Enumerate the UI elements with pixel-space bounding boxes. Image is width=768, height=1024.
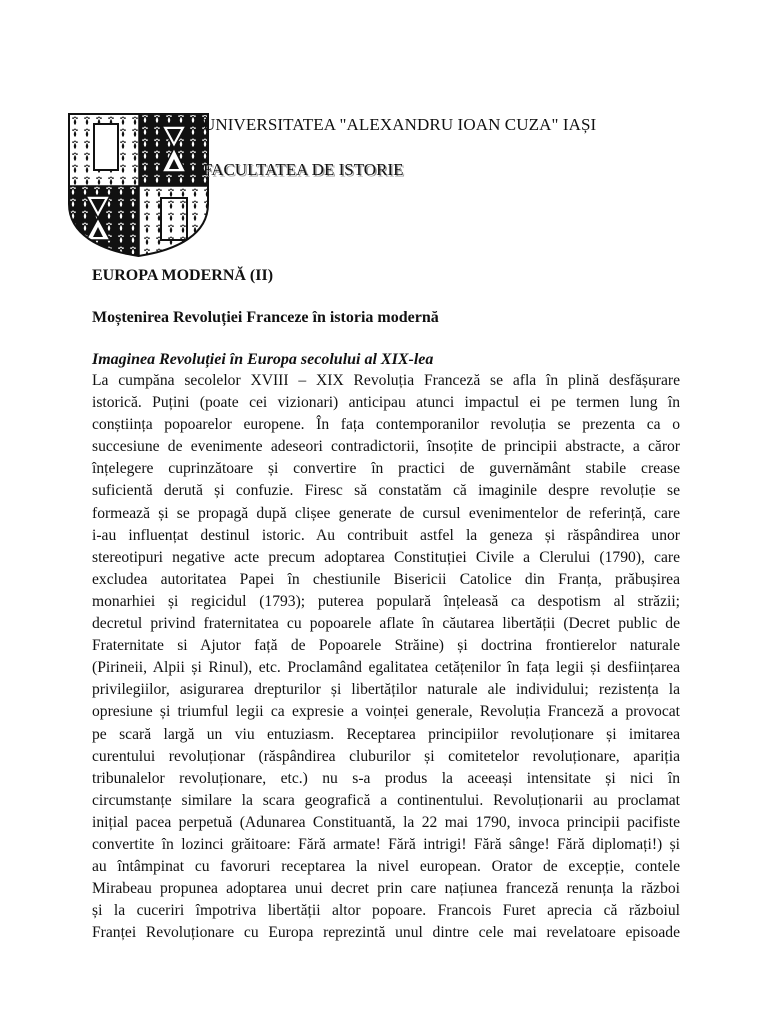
paragraph-line: succesiune de evenimente adeseori contradictorii, însoțite de principii abstracte, a căror (92, 438, 680, 456)
paragraph-line: inițial pacea perpetuă (Adunarea Constituantă, la 22 mai 1790, invoca principii pacifiste (92, 813, 680, 831)
paragraph-line: suficientă derută și confuzie. Firesc să constatăm că imaginile despre revoluție se (92, 482, 680, 500)
paragraph-line: și la cuceriri împotriva libertății altor popoare. Francois Furet aprecia că războiul (92, 902, 680, 920)
course-title: EUROPA MODERNĂ (II) (92, 267, 274, 284)
paragraph-line: i-au influențat destinul istoric. Au contribuit astfel la geneza și răspândirea unor (92, 526, 680, 544)
paragraph-line: tribunalelor revoluționare, etc.) nu s-a produs la aceeași intensitate și nici în (92, 769, 680, 787)
document-subtitle: Moștenirea Revoluției Franceze în istoria modernă (92, 309, 439, 326)
paragraph-line: conștiința popoarelor europene. În fața contemporanilor revoluția se prezenta ca o (92, 416, 680, 434)
paragraph-line: au întâmpinat cu favoruri receptarea la nivel european. Orator de excepție, contele (92, 858, 680, 876)
paragraph-line: opresiune și triumful legii ca expresie a voinței generale, Revoluția Franceză a provocat (92, 703, 680, 721)
paragraph-line: circumstanțe similare la scara geografică a continentului. Revoluționarii au proclamat (92, 791, 680, 809)
paragraph-line: stereotipuri negative acte precum adoptarea Constituției Civile a Clerului (1790), care (92, 548, 680, 566)
paragraph-line: Fraternitate si Ajutor față de Popoarele Străine) și doctrina frontierelor naturale (92, 637, 680, 655)
paragraph-line: Franței Revoluționare cu Europa reprezintă unul dintre cele mai revelatoare episoade (92, 924, 680, 942)
university-name: UNIVERSITATEA "ALEXANDRU IOAN CUZA" IAȘI (203, 115, 597, 134)
faculty-name: FACULTATEA DE ISTORIE (203, 160, 404, 179)
paragraph-line: Mirabeau propunea adoptarea unui decret prin care națiunea franceză renunța la război (92, 880, 680, 898)
paragraph-line: monarhiei și regicidul (1793); puterea populară înțeleasă ca despotism al străzii; (92, 592, 680, 610)
body-paragraph (92, 370, 680, 944)
paragraph-line: înțelegere cuprinzătoare și convertire în practici de guvernământ stabile crease (92, 460, 680, 478)
paragraph-line: privilegiilor, asigurarea drepturilor și libertăților naturale ale individului; rezistența la (92, 681, 680, 699)
paragraph-line: formează și se propagă după clișee generate de cursul evenimentelor de referință, care (92, 504, 680, 522)
paragraph-line: istorică. Puțini (poate cei vizionari) anticipau atunci impactul ei pe termen lung în (92, 394, 680, 412)
section-heading: Imaginea Revoluției în Europa secolului al XIX-lea (92, 351, 434, 368)
paragraph-line: (Pirineii, Alpii și Rinul), etc. Proclamând egalitatea cetățenilor în fața legii și desființarea (92, 659, 680, 677)
paragraph-line: La cumpăna secolelor XVIII – XIX Revoluția Franceză se afla în plină desfășurare (92, 372, 680, 389)
paragraph-line: excludea autoritatea Papei în chestiunile Bisericii Catolice din Franța, prăbușirea (92, 570, 680, 588)
paragraph-line: pe scară largă un viu entuziasm. Receptarea principiilor revoluționare și imitarea (92, 725, 680, 743)
paragraph-line: decretul privind fraternitatea cu popoarele aflate în căutarea libertății (Decret public de (92, 615, 680, 633)
paragraph-line: curentului revoluționar (răspândirea cluburilor și comitetelor revoluționare, apariția (92, 747, 680, 765)
university-crest-icon (66, 112, 211, 258)
paragraph-line: convertite în lozinci grăitoare: Fără armate! Fără intrigi! Fără sânge! Fără diplomați!) și (92, 835, 680, 853)
